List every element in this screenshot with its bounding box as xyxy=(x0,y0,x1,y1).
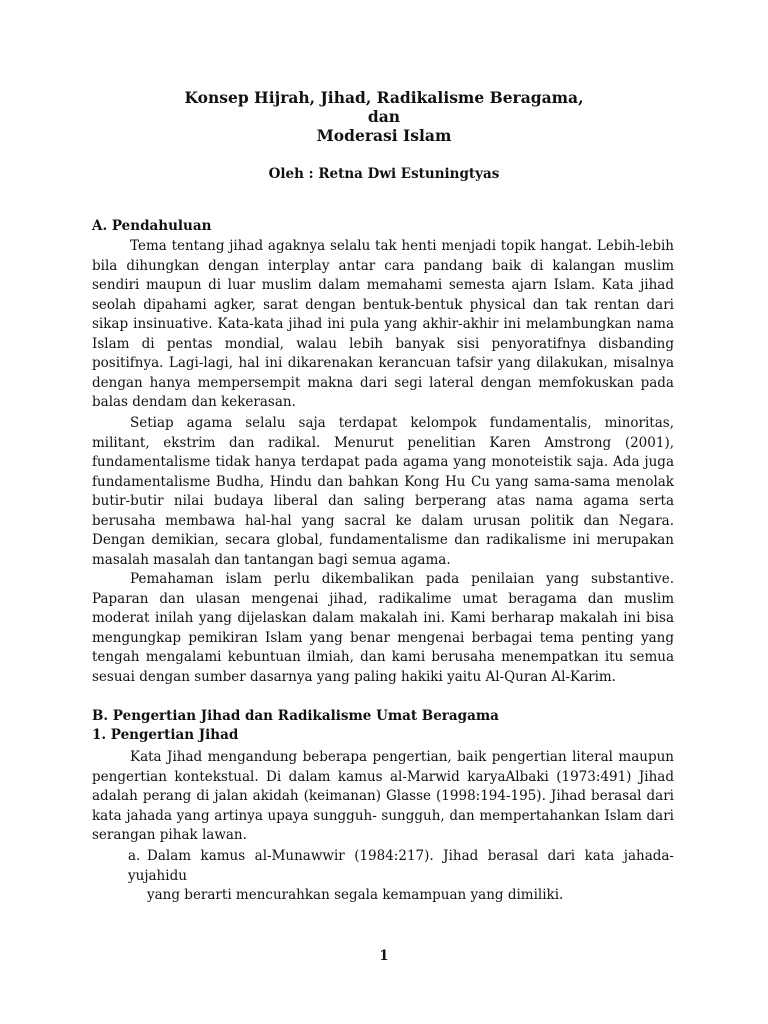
list-marker: a. xyxy=(128,848,141,864)
list-item-a-line1 xyxy=(128,847,674,886)
paragraph-intro-2: Setiap agama selalu saja terdapat kelompok fundamentalis, minoritas, militant, ekstrim dan radikal. Menurut penelitian Karen Amstrong (2001), fundamentalisme tidak hanya terdapat pada agama yang monoteistik saja. Ada juga fundamentalisme Budha, Hindu dan bahkan Kong Hu Cu yang sama-sama menolak butir-butir nilai budaya liberal dan saling berperang atas nama agama serta berusaha membawa hal-hal yang sacral ke dalam urusan politik dan Negara. Dengan demikian, secara global, fundamentalisme dan radikalisme ini merupakan masalah masalah dan tantangan bagi semua agama. xyxy=(92,415,674,568)
title-line-1: Konsep Hijrah, Jihad, Radikalisme Beragama, xyxy=(184,88,584,107)
paragraph-intro-1: Tema tentang jihad agaknya selalu tak henti menjadi topik hangat. Lebih-lebih bila dihungkan dengan interplay antar cara pandang baik di kalangan muslim sendiri maupun di luar muslim dalam memahami semesta ajarn Islam. Kata jihad seolah dipahami agker, sarat dengan bentuk-bentuk physical dan tak rentan dari sikap insinuative. Kata-kata jihad ini pula yang akhir-akhir ini melambungkan nama Islam di pentas mondial, walau lebih banyak sisi penyoratifnya disbanding positifnya. Lagi-lagi, hal ini dikarenakan kerancuan tafsir yang dilakukan, misalnya dengan hanya mempersempit makna dari segi lateral dengan memfokuskan pada balas dendam dan kekerasan. xyxy=(92,238,674,410)
paragraph-jihad-definition: Kata Jihad mengandung beberapa pengertian, baik pengertian literal maupun pengertian kontekstual. Di dalam kamus al-Marwid karyaAlbaki (1973:491) Jihad adalah perang di jalan akidah (keimanan) Glasse (1998:194-195). Jihad berasal dari kata jahada yang artinya upaya sungguh- sungguh, dan mempertahankan Islam dari serangan pihak lawan. xyxy=(92,749,674,843)
title-line-3: Moderasi Islam xyxy=(316,126,452,145)
paragraph-intro-3: Pemahaman islam perlu dikembalikan pada penilaian yang substantive. Paparan dan ulasan mengenai jihad, radikalime umat beragama dan muslim moderat inilah yang dijelaskan dalam makalah ini. Kami berharap makalah ini bisa mengungkap pemikiran Islam yang benar mengenai berbagai tema penting yang tengah mengalami kebuntuan ilmiah, dan kami berusaha menempatkan itu semua sesuai dengan sumber dasarnya yang paling hakiki yaitu Al-Quran Al-Karim. xyxy=(92,571,674,685)
author-line: Oleh : Retna Dwi Estuningtyas xyxy=(268,166,500,182)
list-item-a xyxy=(128,847,674,906)
title-line-2: dan xyxy=(367,107,401,126)
section-a-heading: A. Pendahuluan xyxy=(92,218,212,234)
list-item-a-line2: yang berarti mencurahkan segala kemampuan yang dimiliki. xyxy=(147,887,564,903)
list-item-a-text1: Dalam kamus al-Munawwir (1984:217). Jihad berasal dari kata jahada-yujahidu xyxy=(128,848,674,884)
page-number: 1 xyxy=(379,948,389,964)
subsection-1-heading: 1. Pengertian Jihad xyxy=(92,727,239,743)
section-b-heading: B. Pengertian Jihad dan Radikalisme Umat Beragama xyxy=(92,708,499,724)
